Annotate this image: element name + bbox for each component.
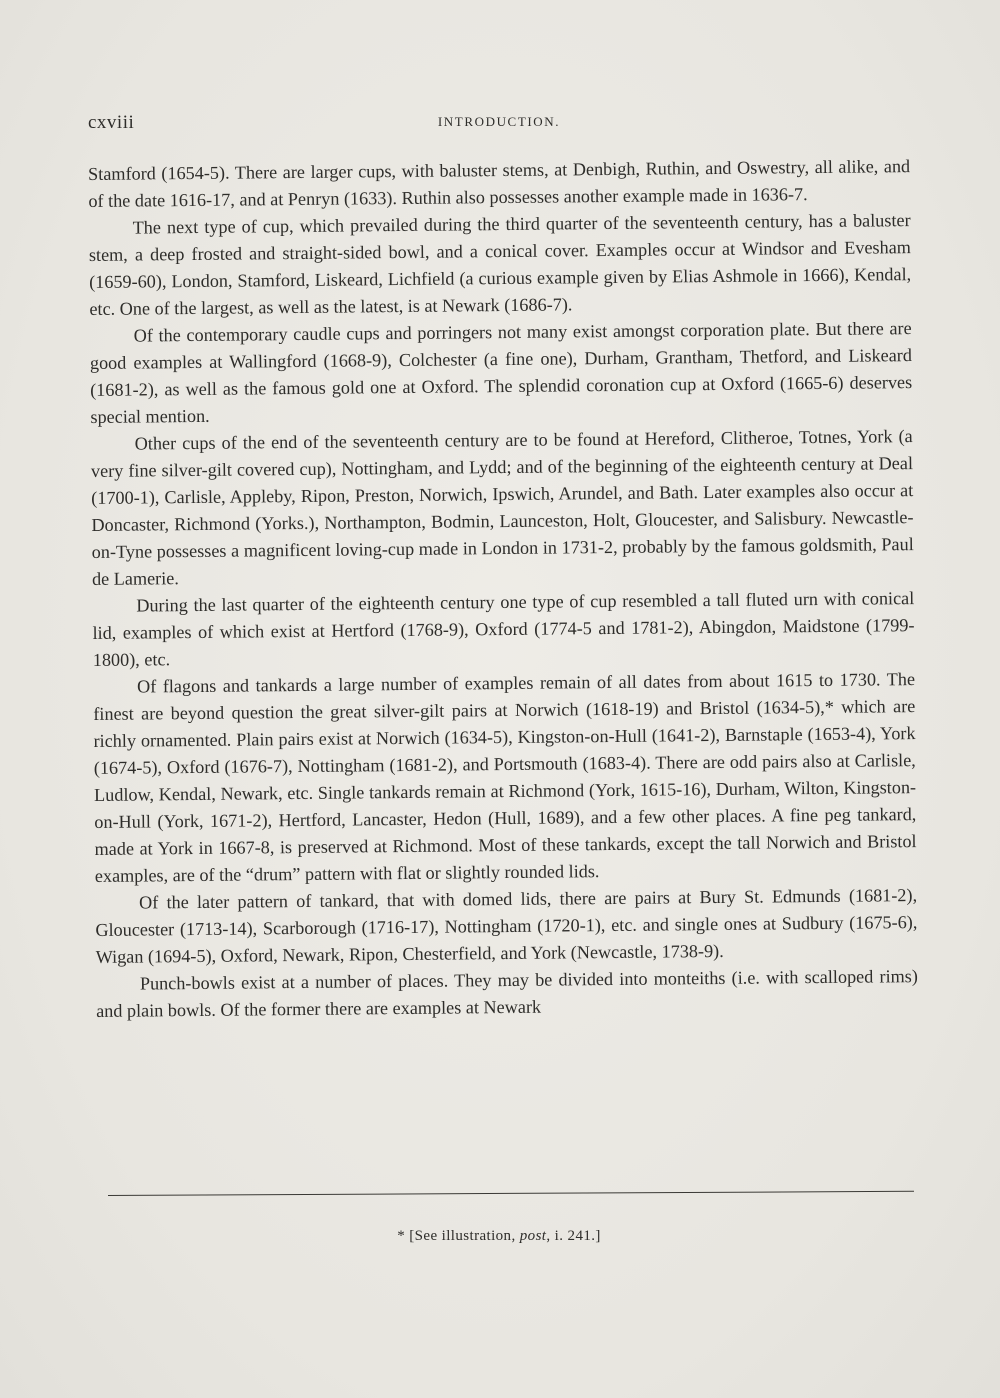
- paragraph-7: Of the later pattern of tankard, that with domed lids, there are pairs at Bury St. Edmunds (1681-2), Gloucester (1713-14), Scarborough (1716-17), Nottingham (1720-1), etc. and single ones at Sudbury (1675-6), Wigan (1694-5), Oxford, Newark, Ripon, Chesterfield, and York (Newcastle, 1738-9).: [95, 885, 918, 967]
- paragraph-1: Stamford (1654-5). There are larger cups, with baluster stems, at Denbigh, Ruthin, and Oswestry, all alike, and of the date 1616-17, and at Penryn (1633). Ruthin also possesses another example made in 1636-7.: [88, 156, 911, 211]
- footnote: [88, 1228, 910, 1245]
- page-number: cxviii: [88, 112, 135, 133]
- paragraph-8: Punch-bowls exist at a number of places. They may be divided into monteiths (i.e. with scalloped rims) and plain bowls. Of the former there are examples at Newark: [96, 966, 918, 1021]
- footnote-suffix: , i. 241.]: [546, 1228, 601, 1244]
- running-head: [88, 112, 910, 136]
- paragraph-2: The next type of cup, which prevailed during the third quarter of the seventeenth century, has a baluster stem, a deep frosted and straight-sided bowl, and a conical cover. Examples occur at Windsor and Evesham (1659-60), London, Stamford, Liskeard, Lichfield (a curious example given by Elias Ashmole in 1666), Kendal, etc. One of the largest, as well as the latest, is at Newark (1686-7).: [88, 210, 912, 319]
- paragraph-3: Of the contemporary caudle cups and porringers not many exist amongst corporation plate. But there are good examples at Wallingford (1668-9), Colchester (a fine one), Durham, Grantham, Thetford, and Liskeard (1681-2), as well as the famous gold one at Oxford. The splendid coronation cup at Oxford (1665-6) deserves special mention.: [89, 318, 913, 427]
- footnote-rule: [108, 1191, 914, 1196]
- paragraph-6: Of flagons and tankards a large number of examples remain of all dates from about 1615 to 1730. The finest are beyond question the great silver-gilt pairs at Norwich (1618-19) and Bristol (1634-5),* which are richly ornamented. Plain pairs exist at Norwich (1634-5), Kingston-on-Hull (1641-2), Barnstaple (1653-4), York (1674-5), Oxford (1676-7), Nottingham (1681-2), and Portsmouth (1683-4). There are odd pairs also at Carlisle, Ludlow, Kendal, Newark, etc. Single tankards remain at Richmond (York, 1615-16), Durham, Wilton, Kingston-on-Hull (York, 1671-2), Hertford, Lancaster, Hedon (Hull, 1689), and a few other places. A fine peg tankard, made at York in 1667-8, is preserved at Richmond. Most of these tankards, except the tall Norwich and Bristol examples, are of the “drum” pattern with flat or slightly rounded lids.: [93, 669, 917, 886]
- running-title: INTRODUCTION.: [437, 114, 561, 129]
- footnote-prefix: * [See illustration,: [397, 1228, 520, 1244]
- paragraph-4: Other cups of the end of the seventeenth century are to be found at Hereford, Clitheroe, Totnes, York (a very fine silver-gilt covered cup), Nottingham, and Lydd; and of the beginning of the eighteenth century at Deal (1700-1), Carlisle, Appleby, Ripon, Preston, Norwich, Ipswich, Arundel, and Bath. Later examples also occur at Doncaster, Richmond (Yorks.), Northampton, Bodmin, Launceston, Holt, Gloucester, and Salisbury. Newcastle-on-Tyne possesses a magnificent loving-cup made in London in 1731-2, probably by the famous goldsmith, Paul de Lamerie.: [90, 426, 914, 589]
- body-text: [88, 153, 918, 1025]
- footnote-italic: post: [519, 1228, 547, 1244]
- paragraph-5: During the last quarter of the eighteenth century one type of cup resembled a tall fluted urn with conical lid, examples of which exist at Hertford (1768-9), Oxford (1774-5 and 1781-2), Abingdon, Maidstone (1799-1800), etc.: [92, 588, 915, 670]
